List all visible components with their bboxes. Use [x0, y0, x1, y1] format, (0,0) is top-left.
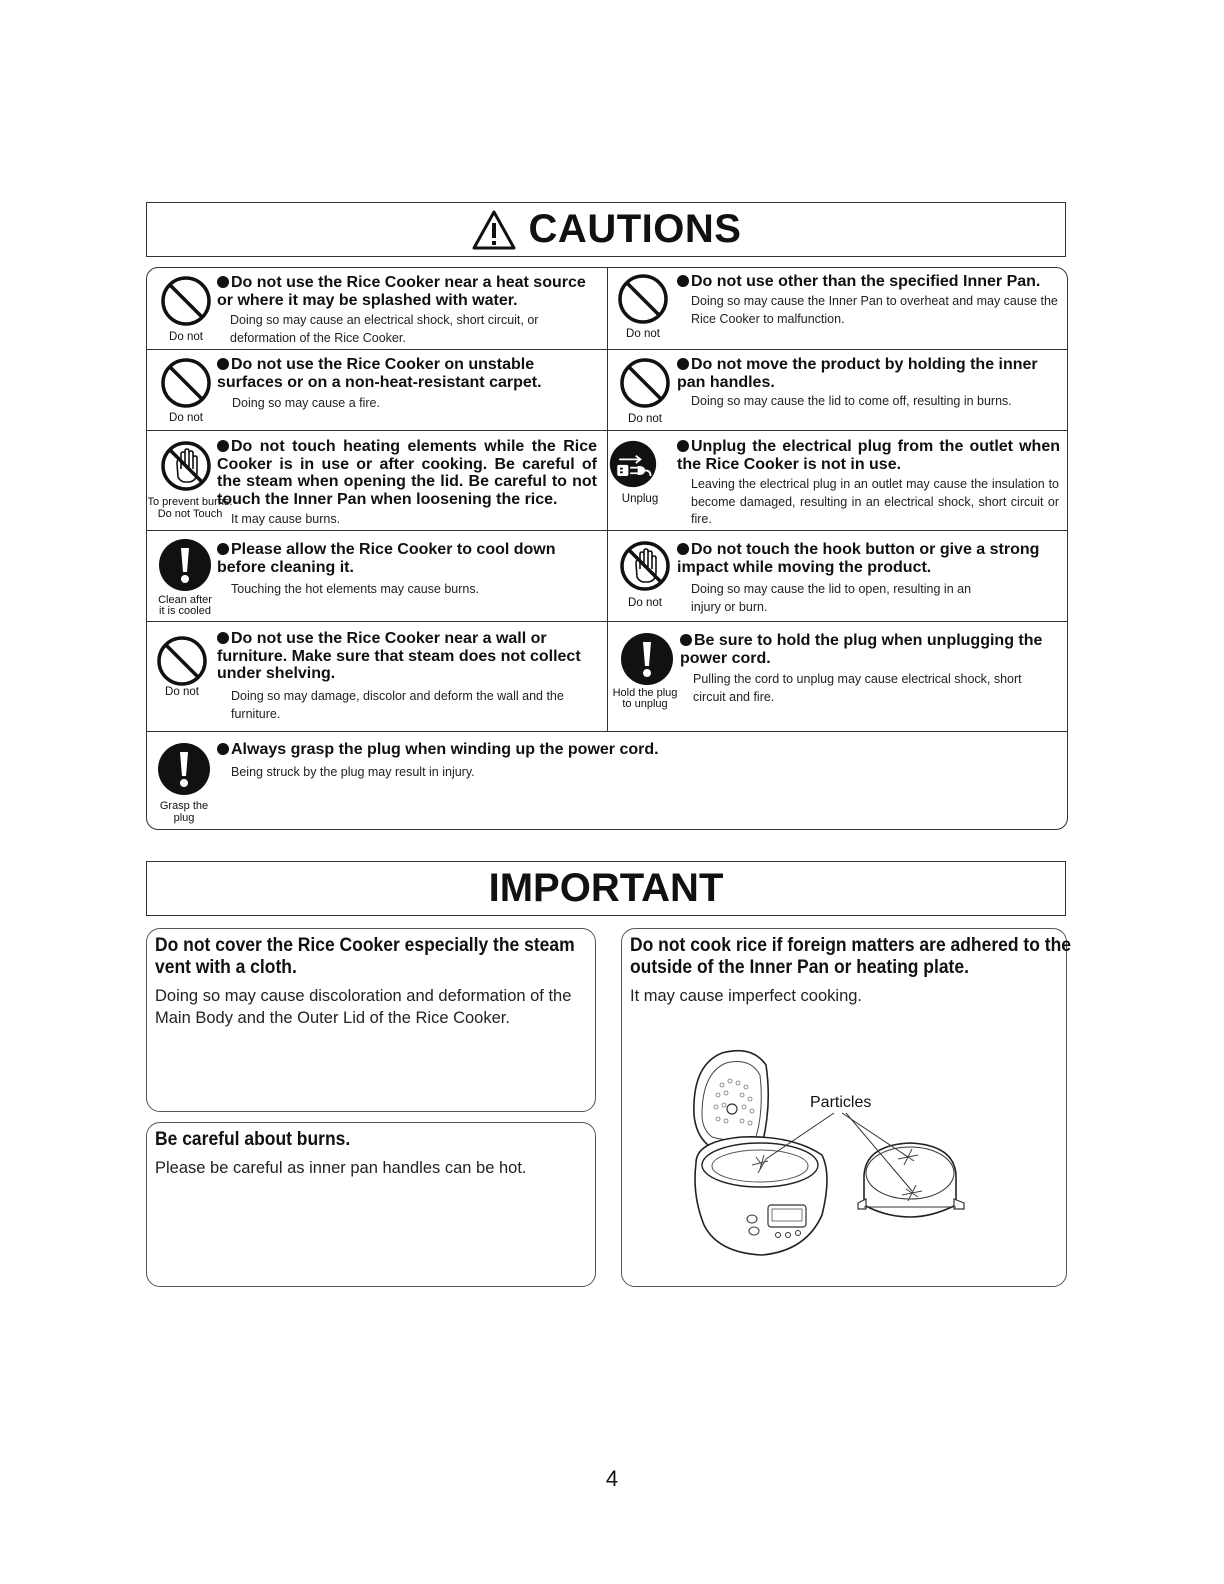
prohibition-icon: [159, 356, 213, 410]
caution-body: Pulling the cord to unplug may cause electrical shock, short circuit and fire.: [693, 672, 1022, 704]
caution-heading: Be sure to hold the plug when unplugging the power cord.: [680, 632, 1043, 667]
caution-item: [608, 622, 1067, 731]
icon-label: Grasp the plug: [159, 800, 209, 824]
important-box: [621, 928, 1071, 1287]
cautions-table: [146, 267, 1068, 830]
exclamation-icon: [158, 538, 212, 592]
cautions-header: [146, 202, 1066, 257]
important-box: [146, 928, 596, 1112]
caution-body: Being struck by the plug may result in injury.: [231, 765, 475, 779]
cautions-title: CAUTIONS: [528, 207, 742, 251]
icon-label: Do not: [165, 686, 199, 698]
caution-heading: Do not touch the hook button or give a strong impact while moving the product.: [677, 541, 1040, 576]
caution-item: [608, 350, 1067, 430]
caution-heading: Do not touch heating elements while the Rice Cooker is in use or after cooking. Be careful of the steam when opening the lid. Be careful to not touch the Inner Pan when loosening the rice.: [217, 438, 597, 508]
caution-item: [147, 431, 607, 530]
caution-body: Doing so may damage, discolor and deform the wall and the furniture.: [231, 689, 564, 721]
caution-heading: Do not use other than the specified Inner Pan.: [677, 273, 1062, 291]
icon-label: Do not: [169, 412, 203, 424]
exclamation-icon: [620, 632, 674, 686]
icon-label: Do not: [626, 328, 660, 340]
caution-heading: Do not use the Rice Cooker near a heat source or where it may be splashed with water.: [217, 274, 586, 309]
particles-label: Particles: [810, 1094, 872, 1111]
caution-body: Doing so may cause the lid to come off, resulting in burns.: [691, 394, 1012, 408]
caution-heading: Unplug the electrical plug from the outlet when the Rice Cooker is not in use.: [677, 438, 1060, 473]
caution-body: Doing so may cause an electrical shock, short circuit, or deformation of the Rice Cooker.: [230, 313, 539, 345]
caution-item: [147, 531, 607, 621]
important-heading: Be careful about burns.: [155, 1129, 351, 1150]
no-touch-hand-icon: [618, 539, 672, 593]
warning-triangle-icon: [471, 209, 517, 251]
caution-item: [147, 732, 1067, 830]
prohibition-icon: [618, 356, 672, 410]
caution-body: Doing so may cause the lid to open, resulting in an injury or burn.: [691, 582, 972, 614]
caution-item: [608, 531, 1067, 621]
important-heading: Do not cook rice if foreign matters are adhered to the outside of the Inner Pan or heating plate.: [630, 935, 1071, 978]
important-header: [146, 861, 1066, 916]
caution-body: Leaving the electrical plug in an outlet may cause the insulation to become damaged, resulting in an electrical shock, short circuit or fire.: [691, 477, 1059, 526]
caution-heading: Do not move the product by holding the inner pan handles.: [677, 356, 1038, 391]
caution-item: [608, 268, 1067, 349]
icon-label: Clean after it is cooled: [158, 594, 212, 617]
caution-item: [608, 431, 1067, 530]
prohibition-icon: [616, 272, 670, 326]
important-body: Doing so may cause discoloration and deformation of the Main Body and the Outer Lid of the Rice Cooker.: [155, 987, 572, 1027]
caution-body: Doing so may cause the Inner Pan to overheat and may cause the Rice Cooker to malfunction.: [691, 294, 1058, 326]
caution-heading: Always grasp the plug when winding up the power cord.: [217, 741, 917, 759]
caution-heading: Do not use the Rice Cooker on unstable surfaces or on a non-heat-resistant carpet.: [217, 356, 542, 391]
caution-item: [147, 268, 607, 349]
icon-label: To prevent burns. Do not Touch: [147, 496, 233, 520]
no-touch-hand-icon: [159, 439, 213, 493]
caution-body: It may cause burns.: [231, 512, 341, 526]
icon-label: Unplug: [621, 493, 659, 505]
unplug-icon: [608, 439, 658, 489]
important-body: It may cause imperfect cooking.: [630, 987, 863, 1005]
icon-label: Hold the plug to unplug: [612, 687, 678, 710]
caution-body: Touching the hot elements may cause burns.: [231, 582, 480, 596]
important-body: Please be careful as inner pan handles can be hot.: [155, 1159, 527, 1177]
caution-heading: Do not use the Rice Cooker near a wall or furniture. Make sure that steam does not collect under shelving.: [217, 630, 581, 682]
important-heading: Do not cover the Rice Cooker especially the steam vent with a cloth.: [155, 935, 575, 978]
prohibition-icon: [155, 634, 209, 688]
exclamation-icon: [157, 742, 211, 796]
icon-label: Do not: [628, 597, 662, 609]
caution-body: Doing so may cause a fire.: [232, 396, 380, 410]
caution-item: [147, 350, 607, 430]
important-title: IMPORTANT: [488, 866, 724, 910]
caution-heading: Please allow the Rice Cooker to cool down before cleaning it.: [217, 541, 556, 576]
icon-label: Do not: [628, 413, 662, 425]
caution-item: [147, 622, 607, 731]
rice-cooker-illustration: [682, 1045, 972, 1265]
prohibition-icon: [159, 274, 213, 328]
important-box: [146, 1122, 596, 1287]
page-number: 4: [605, 1466, 619, 1491]
icon-label: Do not: [169, 331, 203, 343]
